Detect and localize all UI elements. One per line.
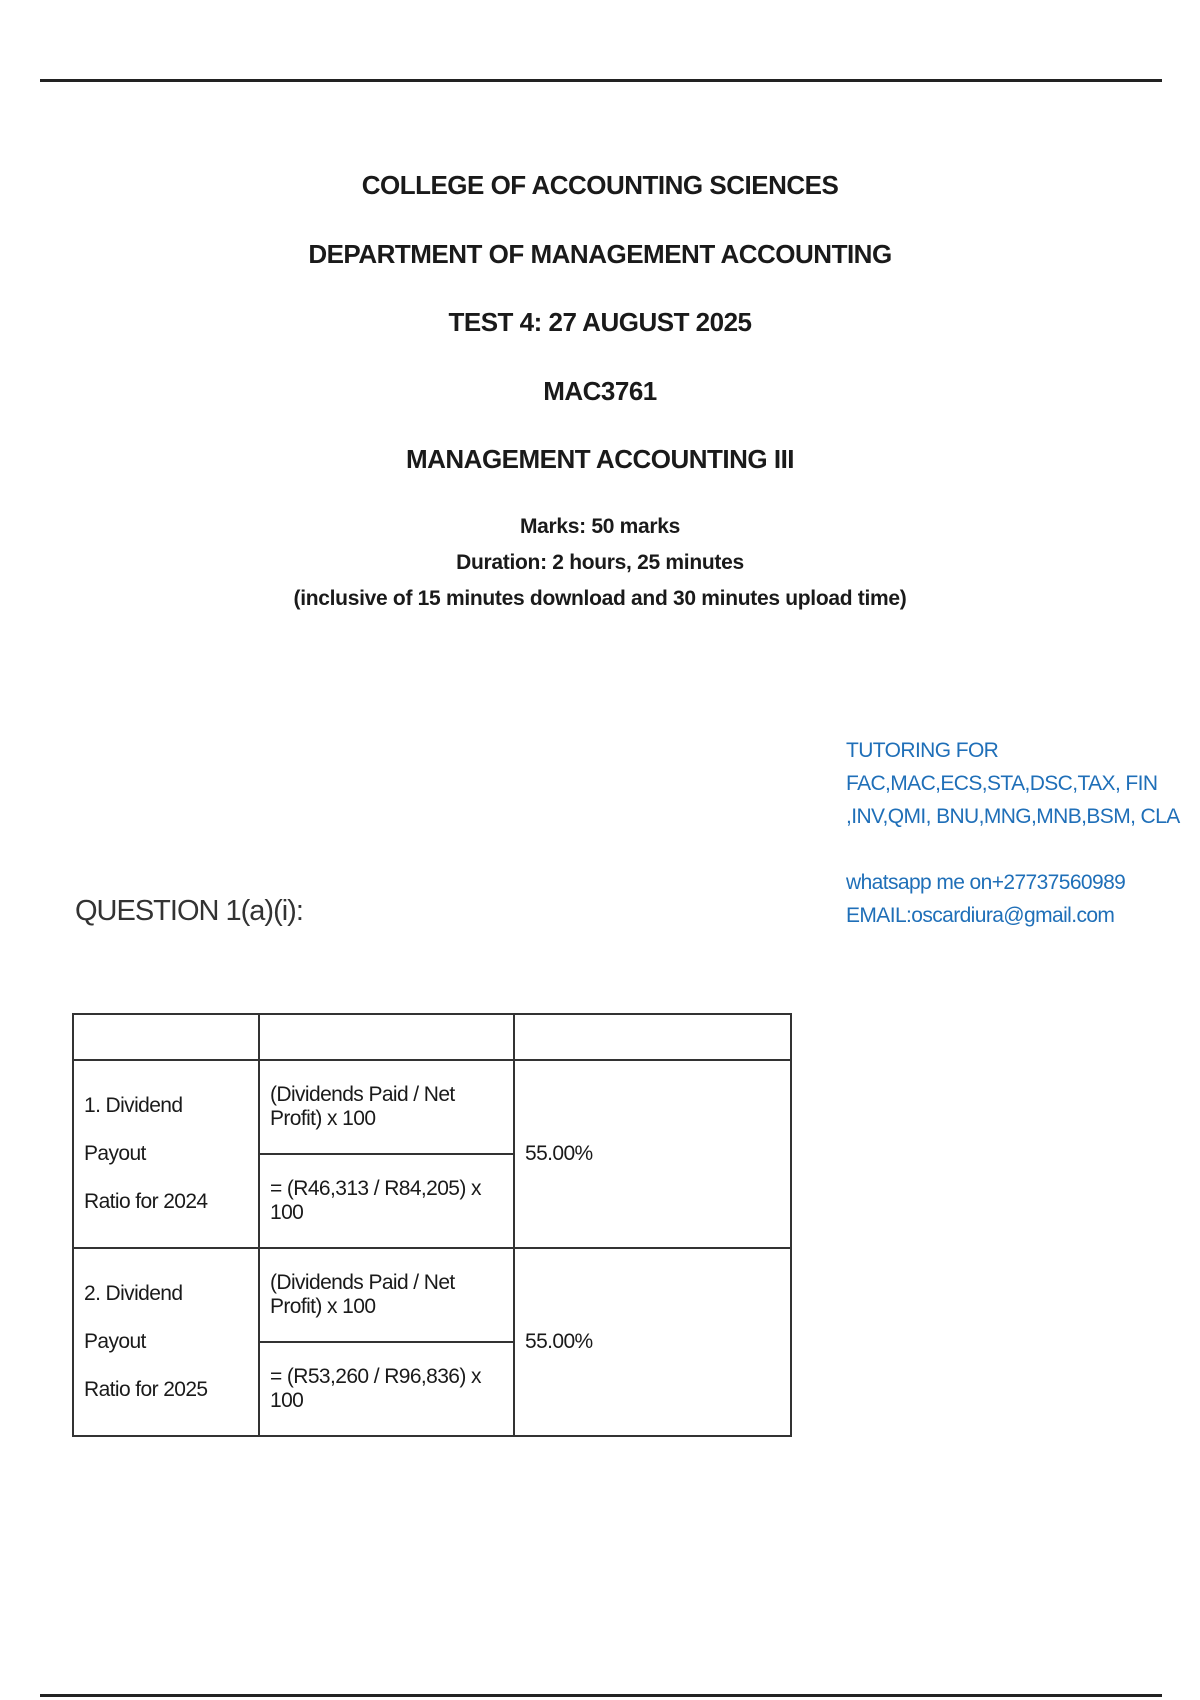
promo-spacer: [846, 833, 1186, 866]
header-cell-2: [259, 1014, 514, 1060]
formula-cell: (Dividends Paid / Net Profit) x 100: [259, 1248, 514, 1342]
ratio-label-cell: [73, 1248, 259, 1436]
table-row: [73, 1060, 791, 1154]
result-cell: 55.00%: [514, 1248, 791, 1436]
dividend-payout-table: [72, 1013, 792, 1437]
department-title: DEPARTMENT OF MANAGEMENT ACCOUNTING: [308, 239, 892, 269]
ratio-label-cell: [73, 1060, 259, 1248]
table-header-row: [73, 1014, 791, 1060]
top-rule: [40, 79, 1162, 82]
promo-line-3: ,INV,QMI, BNU,MNG,MNB,BSM, CLA: [846, 805, 1180, 828]
promo-whatsapp: whatsapp me on+27737560989: [846, 871, 1126, 894]
bottom-rule: [40, 1694, 1162, 1697]
header-cell-3: [514, 1014, 791, 1060]
ratio-label-line-1: 1. Dividend Payout: [84, 1094, 183, 1165]
calculation-cell: = (R53,260 / R96,836) x 100: [259, 1342, 514, 1436]
test-title: TEST 4: 27 AUGUST 2025: [448, 307, 752, 337]
module-name: MANAGEMENT ACCOUNTING III: [405, 444, 795, 474]
module-code: MAC3761: [543, 376, 657, 406]
question-title: QUESTION 1(a)(i):: [75, 895, 303, 927]
result-cell: 55.00%: [514, 1060, 791, 1248]
header-cell-1: [73, 1014, 259, 1060]
ratio-label-line-1: 2. Dividend Payout: [84, 1282, 183, 1353]
duration-line: Duration: 2 hours, 25 minutes: [456, 551, 744, 574]
table-row: [73, 1248, 791, 1342]
marks-line: Marks: 50 marks: [519, 515, 681, 538]
college-title: COLLEGE OF ACCOUNTING SCIENCES: [361, 170, 839, 200]
calculation-cell: = (R46,313 / R84,205) x 100: [259, 1154, 514, 1248]
promo-email: EMAIL:oscardiura@gmail.com: [846, 904, 1115, 927]
promo-line-2: FAC,MAC,ECS,STA,DSC,TAX, FIN: [846, 772, 1158, 795]
duration-note: (inclusive of 15 minutes download and 30 minutes upload time): [293, 587, 907, 610]
ratio-label-line-2: Ratio for 2025: [84, 1378, 208, 1401]
ratio-label-line-2: Ratio for 2024: [84, 1190, 208, 1213]
formula-cell: (Dividends Paid / Net Profit) x 100: [259, 1060, 514, 1154]
promo-line-1: TUTORING FOR: [846, 739, 999, 762]
tutoring-promo: [846, 734, 1186, 932]
